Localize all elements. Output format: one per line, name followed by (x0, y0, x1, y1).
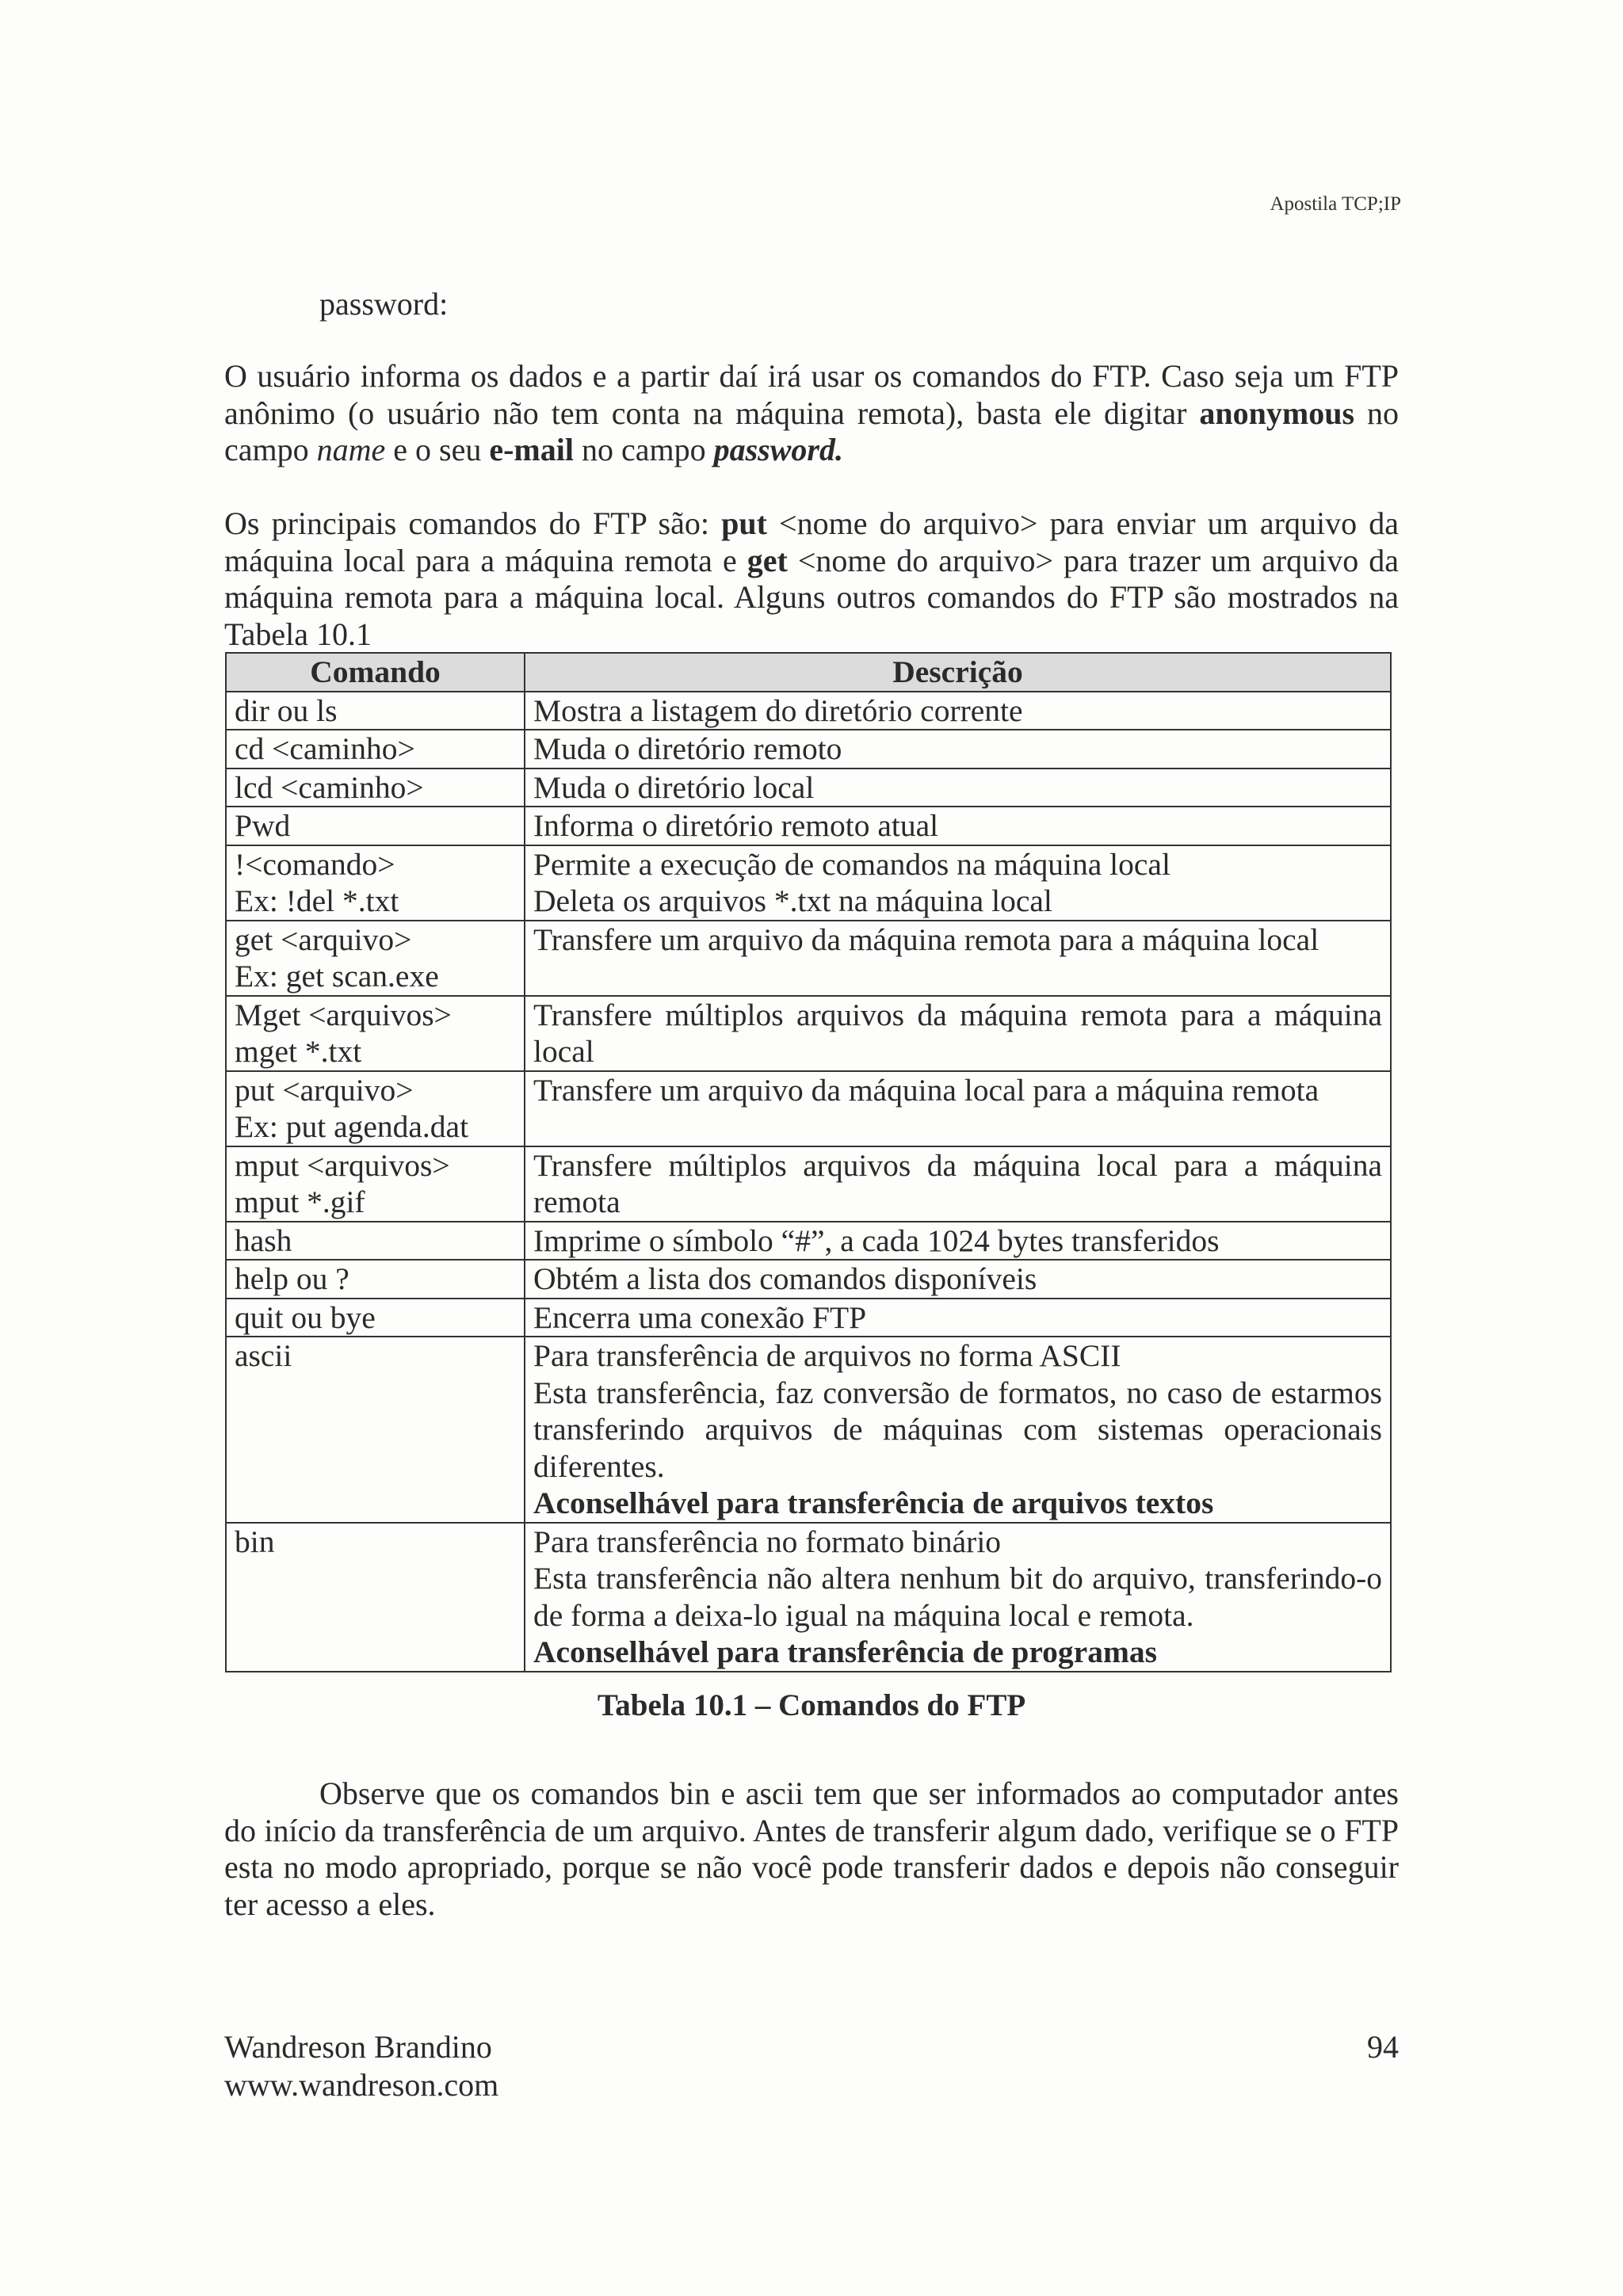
command-cell (226, 1523, 525, 1672)
italic-term: password. (713, 432, 843, 467)
description-cell (525, 1299, 1391, 1337)
table-row (226, 1337, 1391, 1523)
table-row (226, 1071, 1391, 1146)
description-text: Obtém a lista dos comandos disponíveis (533, 1261, 1037, 1296)
command-cell (226, 845, 525, 921)
description-cell (525, 807, 1391, 845)
command-cell (226, 1222, 525, 1261)
command-cell (226, 1146, 525, 1222)
footer-website: www.wandreson.com (224, 2067, 499, 2103)
table-row (226, 1523, 1391, 1672)
command-text: lcd <caminho> (235, 769, 424, 805)
paragraph-anonymous-ftp (224, 358, 1399, 469)
description-cell (525, 1071, 1391, 1146)
table-header-row (226, 653, 1391, 692)
description-text: Transfere um arquivo da máquina local para a máquina remota (533, 1072, 1319, 1108)
table-body (226, 692, 1391, 1672)
description-cell (525, 996, 1391, 1071)
command-text: Mget <arquivos> (235, 997, 452, 1032)
bold-term: anonymous (1199, 395, 1355, 431)
command-text: Ex: !del *.txt (235, 883, 399, 918)
description-text: Transfere um arquivo da máquina remota para a máquina local (533, 921, 1319, 957)
footer-author: Wandreson Brandino (224, 2029, 492, 2065)
description-text: Encerra uma conexão FTP (533, 1299, 867, 1335)
description-text: Esta transferência, faz conversão de formatos, no caso de estarmos transferindo arquivos de máquinas com sistemas operacionais diferentes. (533, 1375, 1382, 1484)
command-text: Ex: put agenda.dat (235, 1109, 469, 1144)
running-header: Apostila TCP;IP (1270, 193, 1401, 215)
description-cell (525, 1146, 1391, 1222)
table-row (226, 730, 1391, 769)
column-header-command: Comando (226, 653, 525, 692)
command-text: get <arquivo> (235, 921, 412, 957)
command-text: !<comando> (235, 846, 395, 882)
description-cell (525, 769, 1391, 807)
description-cell (525, 730, 1391, 769)
description-cell (525, 1523, 1391, 1672)
description-text: Permite a execução de comandos na máquina local (533, 846, 1170, 882)
bold-term: e-mail (489, 432, 574, 467)
text-run: <nome do arquivo> para trazer um arquivo da máquina remota para a máquina local. Alguns outros comandos do FTP são mostrados na Tabela 10.1 (224, 542, 1400, 652)
table-row (226, 1222, 1391, 1261)
command-text: Ex: get scan.exe (235, 959, 439, 994)
command-text: ascii (235, 1338, 292, 1373)
command-text: dir ou ls (235, 692, 338, 728)
description-cell (525, 845, 1391, 921)
description-text: Deleta os arquivos *.txt na máquina local (533, 883, 1052, 918)
description-text: Transfere múltiplos arquivos da máquina remota para a máquina local (533, 997, 1382, 1069)
table-row (226, 996, 1391, 1071)
command-text: Pwd (235, 808, 291, 843)
command-text: cd <caminho> (235, 731, 415, 766)
text-run: <nome do arquivo> para enviar um arquivo da máquina local para a máquina remota e (224, 505, 1400, 578)
command-text: hash (235, 1222, 292, 1258)
description-text: Imprime o símbolo “#”, a cada 1024 bytes transferidos (533, 1222, 1220, 1258)
command-text: help ou ? (235, 1261, 349, 1296)
text-run: no campo (224, 395, 1400, 467)
description-text: Para transferência no formato binário (533, 1524, 1002, 1559)
description-cell (525, 1260, 1391, 1299)
footer-author-block (224, 2028, 498, 2104)
command-cell (226, 692, 525, 730)
paragraph-observe: Observe que os comandos bin e ascii tem que ser informados ao computador antes do início da transferência de um arquivo. Antes de transferir algum dado, verifique se o FTP esta no modo apropriado, porque se não você pode transferir dados e depois não conseguir ter acesso a eles. (224, 1775, 1399, 1922)
ftp-commands-table-wrapper (225, 652, 1392, 1672)
description-text: Mostra a listagem do diretório corrente (533, 692, 1023, 728)
description-text: Muda o diretório local (533, 769, 815, 805)
command-text: mput <arquivos> (235, 1147, 450, 1183)
table-row (226, 1299, 1391, 1337)
italic-term: name (316, 432, 386, 467)
table-row (226, 845, 1391, 921)
command-cell (226, 1071, 525, 1146)
command-text: bin (235, 1524, 275, 1559)
command-cell (226, 807, 525, 845)
column-header-description: Descrição (525, 653, 1391, 692)
description-text: Muda o diretório remoto (533, 731, 842, 766)
command-cell (226, 1260, 525, 1299)
table-row (226, 769, 1391, 807)
command-text: mput *.gif (235, 1184, 365, 1219)
description-text: Transfere múltiplos arquivos da máquina local para a máquina remota (533, 1147, 1382, 1219)
description-cell (525, 921, 1391, 996)
description-cell (525, 1337, 1391, 1523)
description-cell (525, 1222, 1391, 1261)
text-run: e o seu (385, 432, 490, 467)
text-run: O usuário informa os dados e a partir daí irá usar os comandos do FTP. Caso seja um FTP anônimo (o usuário não tem conta na máquina remota), basta ele digitar (224, 358, 1399, 431)
table-row (226, 807, 1391, 845)
password-line: password: (319, 286, 449, 322)
table-row (226, 1260, 1391, 1299)
table-row (226, 921, 1391, 996)
command-cell (226, 1299, 525, 1337)
command-cell (226, 996, 525, 1071)
command-text: mget *.txt (235, 1034, 362, 1069)
command-cell (226, 769, 525, 807)
page-number: 94 (1367, 2029, 1399, 2065)
text-run: no campo (573, 432, 714, 467)
description-text: Informa o diretório remoto atual (533, 808, 939, 843)
bold-term: put (721, 505, 767, 541)
table-row (226, 1146, 1391, 1222)
command-text: quit ou bye (235, 1299, 376, 1335)
bold-term: get (747, 542, 788, 578)
description-cell (525, 692, 1391, 730)
table-row (226, 692, 1391, 730)
ftp-commands-table (225, 652, 1392, 1672)
command-text: put <arquivo> (235, 1072, 414, 1108)
description-text: Para transferência de arquivos no forma ASCII (533, 1338, 1121, 1373)
text-run: Os principais comandos do FTP são: (224, 505, 722, 541)
paragraph-main-commands (224, 505, 1399, 653)
description-text: Esta transferência não altera nenhum bit do arquivo, transferindo-o de forma a deixa-lo igual na máquina local e remota. (533, 1561, 1382, 1633)
command-cell (226, 1337, 525, 1523)
recommendation-text: Aconselhável para transferência de arquivos textos (533, 1486, 1214, 1520)
table-caption: Tabela 10.1 – Comandos do FTP (597, 1688, 1026, 1722)
recommendation-text: Aconselhável para transferência de programas (533, 1634, 1157, 1669)
command-cell (226, 730, 525, 769)
command-cell (226, 921, 525, 996)
